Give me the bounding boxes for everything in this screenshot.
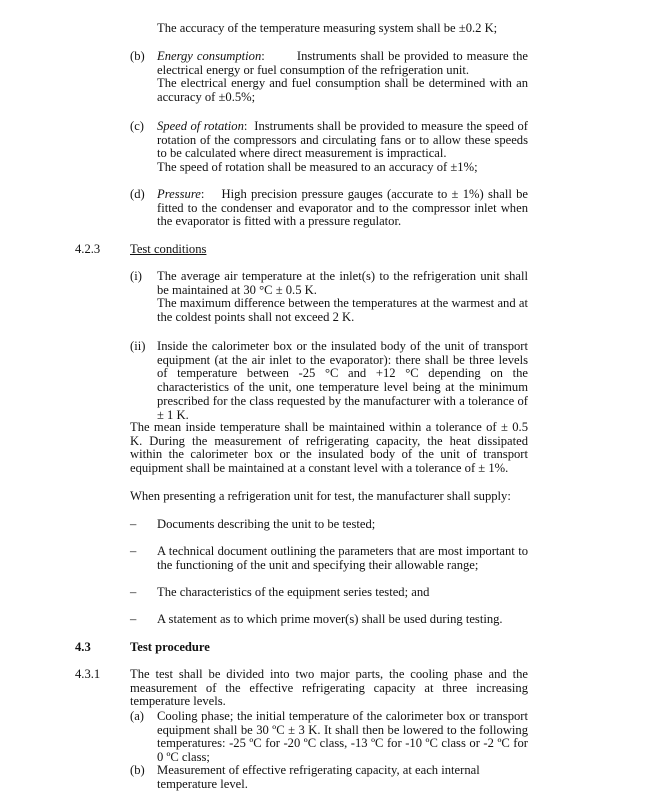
subsection-number: 4.3.1 xyxy=(75,667,101,681)
item-body: The average air temperature at the inlet(s) to the refrigeration unit shall be maintained at 30 °C ± 0.5 K. xyxy=(157,269,528,297)
list-item: The characteristics of the equipment series tested; and xyxy=(157,585,430,599)
item-label: (c) xyxy=(130,119,144,133)
item-label: (ii) xyxy=(130,339,146,353)
item-title: Energy consumption xyxy=(157,49,262,63)
item-title: Pressure xyxy=(157,187,201,201)
item-text: Cooling phase; the initial temperature of the calorimeter box or transport equipment shall be 30 ºC ± 3 K. It shall then be lowered to the following temperatures: -25 ºC for -20 ºC class, -13 ºC for -10 ºC class or -2 ºC for 0 ºC class; xyxy=(157,709,528,765)
list-item: A statement as to which prime mover(s) shall be used during testing. xyxy=(157,612,503,626)
item-body-2: The speed of rotation shall be measured to an accuracy of ±1%; xyxy=(157,160,478,175)
item-sep: : xyxy=(243,119,255,133)
dash: – xyxy=(130,517,137,531)
dash: – xyxy=(130,544,137,558)
item-text xyxy=(157,270,528,325)
item-body-2: The electrical energy and fuel consumption shall be determined with an accuracy of ±0.5%; xyxy=(157,76,528,105)
item-text: Measurement of effective refrigerating capacity, at each internal temperature level. xyxy=(157,763,480,791)
item-body: Instruments shall be provided to measure the electrical energy or fuel consumption of the refrigeration unit. xyxy=(157,49,529,77)
intro-line: The accuracy of the temperature measuring system shall be ±0.2 K; xyxy=(157,21,498,35)
item-body: High precision pressure gauges (accurate to ± 1%) shall be fitted to the condenser and evaporator and to the compressor inlet when the evaporator is fitted with a pressure regulator. xyxy=(157,187,529,229)
subsection-text: The test shall be divided into two major parts, the cooling phase and the measurement of the effective refrigerating capacity at three increasing temperature levels. xyxy=(130,667,528,709)
list-item: A technical document outlining the parameters that are most important to the functioning of the unit and specifying their allowable range; xyxy=(157,544,528,572)
item-text: Inside the calorimeter box or the insulated body of the unit of transport equipment (at the air inlet to the evaporator): there shall be three levels of temperature between -25 °C and +12 °C depending on the characteristics of the unit, one temperature level being at the minimum prescribed for the class requested by the manufacturer with a tolerance of ± 1 K. xyxy=(157,339,528,422)
item-label: (d) xyxy=(130,187,145,201)
item-text xyxy=(157,50,528,105)
dash: – xyxy=(130,585,137,599)
section-number: 4.2.3 xyxy=(75,242,101,256)
item-body: Instruments shall be provided to measure the speed of rotation of the compressors and circulating fans or to allow these speeds to be calculated where direct measurement is impractical. xyxy=(157,119,529,161)
item-label: (i) xyxy=(130,269,142,283)
section-title: Test procedure xyxy=(130,640,210,654)
section-number: 4.3 xyxy=(75,640,91,654)
item-label: (b) xyxy=(130,49,145,63)
item-sep: : xyxy=(200,187,222,201)
list-item: Documents describing the unit to be tested; xyxy=(157,517,376,531)
mean-temperature-paragraph: The mean inside temperature shall be maintained within a tolerance of ± 0.5 K. During the measurement of refrigerating capacity, the heat dissipated within the calorimeter box or the insulated body of the unit of transport equipment shall be maintained at a constant level with a tolerance of ± 1%. xyxy=(130,420,528,476)
supply-intro: When presenting a refrigeration unit for test, the manufacturer shall supply: xyxy=(130,489,511,503)
dash: – xyxy=(130,612,137,626)
item-text xyxy=(157,120,528,175)
item-sep: : xyxy=(261,49,297,63)
item-title: Speed of rotation xyxy=(157,119,244,133)
item-body-2: The maximum difference between the temperatures at the warmest and at the coldest points shall not exceed 2 K. xyxy=(157,296,528,325)
section-title: Test conditions xyxy=(130,242,207,256)
item-text xyxy=(157,188,528,229)
item-label: (a) xyxy=(130,709,144,723)
item-label: (b) xyxy=(130,763,145,777)
